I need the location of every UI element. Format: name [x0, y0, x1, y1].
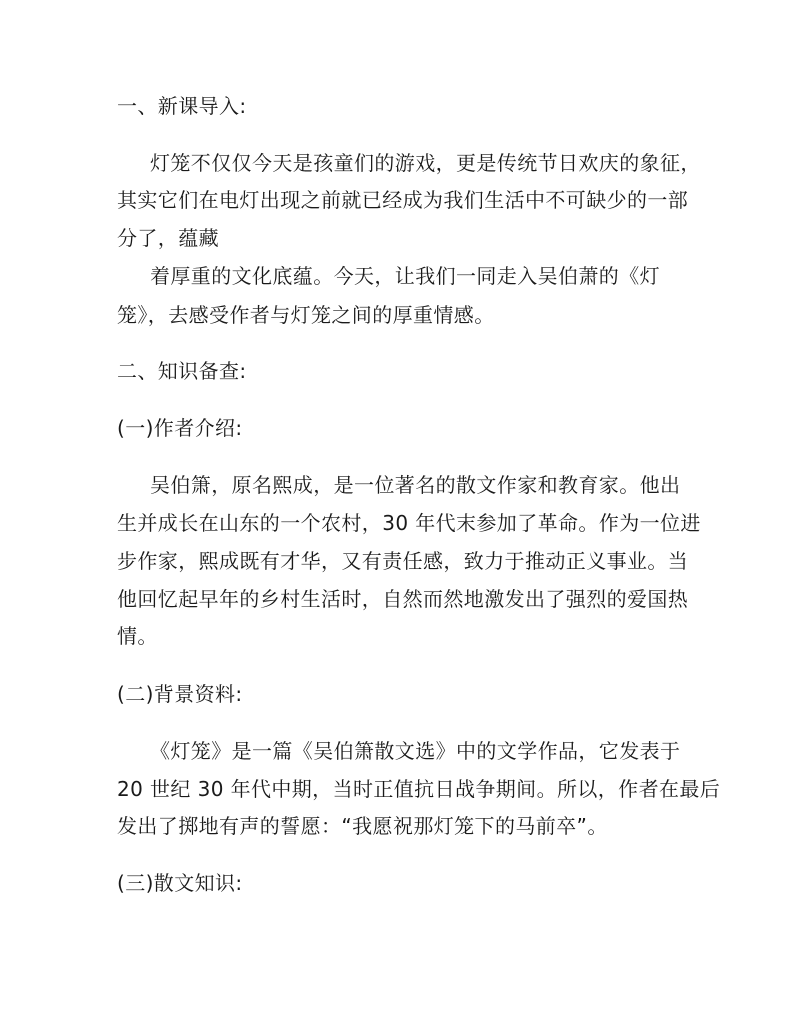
- text-line: 他回忆起早年的乡村生活时，自然而然地激发出了强烈的爱国热: [117, 587, 689, 611]
- text-line: 《灯笼》是一篇《吴伯箫散文选》中的文学作品，它发表于: [150, 739, 681, 763]
- text-line: 步作家，熙成既有才华，又有责任感，致力于推动正义事业。当: [117, 549, 689, 573]
- subsection-heading-author: (一)作者介绍:: [117, 416, 243, 440]
- text-line: 着厚重的文化底蕴。今天，让我们一同走入吴伯萧的《灯: [150, 264, 660, 288]
- text-line: 生并成长在山东的一个农村，30 年代末参加了革命。作为一位进: [117, 511, 701, 535]
- section-heading-knowledge: 二、知识备查:: [117, 359, 247, 383]
- text-line: 20 世纪 30 年代中期，当时正值抗日战争期间。所以，作者在最后: [117, 777, 721, 801]
- text-line: 笼》，去感受作者与灯笼之间的厚重情感。: [117, 303, 495, 327]
- subsection-heading-background: (二)背景资料:: [117, 682, 243, 706]
- text-line: 发出了掷地有声的誓愿：“我愿祝那灯笼下的马前卒”。: [117, 814, 608, 838]
- text-line: 情。: [117, 624, 158, 648]
- section-heading-intro: 一、新课导入:: [117, 94, 247, 118]
- text-line: 灯笼不仅仅今天是孩童们的游戏，更是传统节日欢庆的象征，: [150, 151, 701, 175]
- text-line: 其实它们在电灯出现之前就已经成为我们生活中不可缺少的一部: [117, 188, 689, 212]
- text-line: 吴伯箫，原名熙成，是一位著名的散文作家和教育家。他出: [150, 473, 681, 497]
- subsection-heading-prose: (三)散文知识:: [117, 871, 243, 895]
- text-line: 分了，蕴藏: [117, 226, 219, 250]
